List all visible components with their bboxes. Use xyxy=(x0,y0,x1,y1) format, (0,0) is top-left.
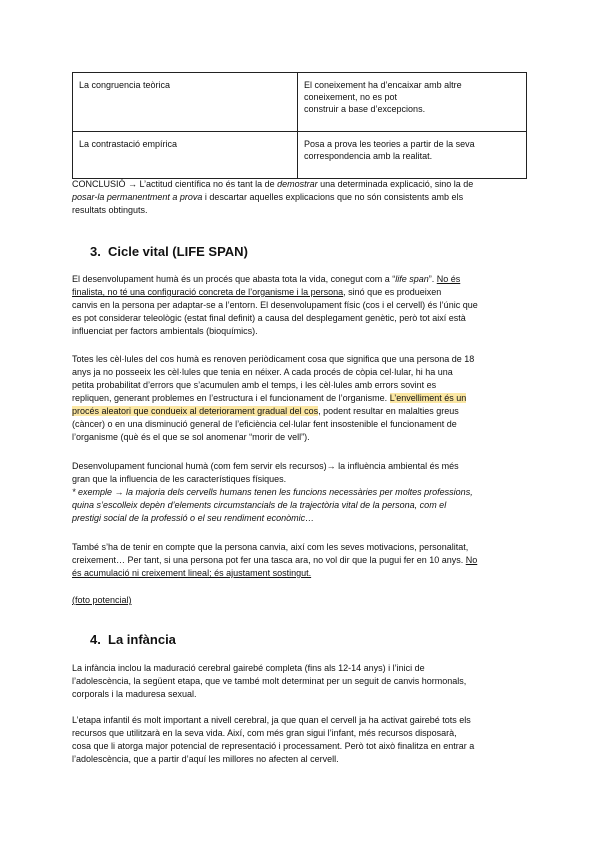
cell-text: La congruencia teòrica xyxy=(79,80,171,90)
text: canvis en la persona per adaptar-se a l’entorn. El desenvolupament físic (cos i el cervell) és l’únic que xyxy=(72,300,478,310)
text: l’adolescència, la següent etapa, que ve també molt determinat per un seguit de canvis hormonals, xyxy=(72,676,467,686)
text: influenciat per factors ambientals (bioquímics). xyxy=(72,326,258,336)
text: l’adolescència, que a partir d’aquí les millores no afecten al cervell. xyxy=(72,754,339,764)
section-number: 3. xyxy=(90,244,101,259)
conclusion-paragraph xyxy=(72,178,527,217)
text: Totes les cèl·lules del cos humà es renoven periòdicament cosa que significa que una persona de 18 xyxy=(72,354,475,364)
text: Desenvolupament funcional humà (com fem servir els recursos)→ la influència ambiental és més xyxy=(72,461,459,471)
photo-note xyxy=(72,594,527,607)
paragraph xyxy=(72,662,527,701)
criteria-table xyxy=(72,72,527,179)
text: repliquen, generant problemes en l’estructura i el funcionament de l’organisme. xyxy=(72,393,390,403)
text-highlighted: L’envelliment és un xyxy=(389,393,467,403)
text: es pot considerar teleològic (estat final definit) a causa del desplegament genètic, però tot així està xyxy=(72,313,466,323)
paragraph xyxy=(72,273,527,338)
text: cosa que li atorga major potencial de representació i processament. Però tot això finalitza en entrar a xyxy=(72,741,475,751)
table-cell-description xyxy=(298,132,527,179)
table-cell-term xyxy=(73,132,298,179)
text-emphasis: posar-la permanentment a prova xyxy=(72,192,203,202)
example-text: quina s’escolleix depèn d’elements circumstancials de la trajectòria vital de la persona, com el xyxy=(72,500,447,510)
text: gran que la influencia de les característiques físiques. xyxy=(72,474,287,484)
text: anys ja no posseeix les cèl·lules que tenia en néixer. A cada procés de còpia cel·lular, hi ha una xyxy=(72,367,453,377)
example-text: prestigi social de la professió o el seu rendiment econòmic… xyxy=(72,513,315,523)
text: La infància inclou la maduració cerebral gairebé completa (fins als 12-14 anys) i l’inici de xyxy=(72,663,425,673)
section-heading xyxy=(90,632,176,647)
text: resultats obtinguts. xyxy=(72,205,148,215)
example-text: * exemple → la majoria dels cervells humans tenen les funcions necessàries per moltes professions, xyxy=(72,487,473,497)
table-cell-description xyxy=(298,73,527,132)
text: l’organisme (què és el que se sol anomenar “morir de vell”). xyxy=(72,432,310,442)
section-title: La infància xyxy=(108,632,176,647)
paragraph xyxy=(72,353,527,444)
section-heading xyxy=(90,244,248,259)
text: L’etapa infantil és molt important a nivell cerebral, ja que quan el cervell ja ha activat gairebé tots els xyxy=(72,715,471,725)
text: , podent resultar en malalties greus xyxy=(318,406,459,416)
text: corporals i la maduresa sexual. xyxy=(72,689,197,699)
section-title: Cicle vital (LIFE SPAN) xyxy=(108,244,248,259)
section-number: 4. xyxy=(90,632,101,647)
text-underlined: No xyxy=(465,555,478,565)
text-underlined: finalista, no té una configuració concreta de l’organisme i la persona xyxy=(72,287,344,297)
cell-text: Posa a prova les teories a partir de la seva xyxy=(304,139,475,149)
cell-text: El coneixement ha d’encaixar amb altre xyxy=(304,80,462,90)
text: El desenvolupament humà és un procés que abasta tota la vida, conegut com a “ xyxy=(72,274,396,284)
cell-text: construir a base d’excepcions. xyxy=(304,104,426,114)
text: i descartar aquelles explicacions que no són consistents amb els xyxy=(202,192,464,202)
text: , sinó que es produeixen xyxy=(343,287,442,297)
text: CONCLUSIÓ → L’actitud científica no és tant la de xyxy=(72,179,278,189)
text-underlined: No és xyxy=(436,274,461,284)
text: recursos que utilitzarà en la seva vida. Així, com més gran sigui l’infant, més recursos disposarà, xyxy=(72,728,457,738)
cell-text: coneixement, no es pot xyxy=(304,92,398,102)
text-emphasis: life span xyxy=(395,274,429,284)
paragraph xyxy=(72,460,527,525)
table-cell-term xyxy=(73,73,298,132)
text: ”. xyxy=(428,274,437,284)
paragraph xyxy=(72,714,527,766)
text-emphasis: demostrar xyxy=(277,179,318,189)
table-row xyxy=(73,132,527,179)
text: una determinada explicació, sino la de xyxy=(317,179,474,189)
cell-text: La contrastació empírica xyxy=(79,139,178,149)
text-underlined: (foto potencial) xyxy=(72,595,132,605)
table-row xyxy=(73,73,527,132)
text: També s’ha de tenir en compte que la persona canvia, així com les seves motivacions, personalitat, xyxy=(72,542,469,552)
text: (càncer) o en una disminució general de l’eficiència cel·lular fent insostenible el funcionament de xyxy=(72,419,457,429)
cell-text: correspondencia amb la realitat. xyxy=(304,151,433,161)
text: petita probabilitat d’errors que s’acumulen amb el temps, i les cèl·lules amb errors sovint es xyxy=(72,380,437,390)
text-underlined: és acumulació ni creixement lineal; és ajustament sostingut. xyxy=(72,568,312,578)
paragraph xyxy=(72,541,527,580)
text: creixement… Per tant, si una persona pot fer una tasca ara, no vol dir que la pugui fer en 10 anys. xyxy=(72,555,466,565)
text-highlighted: procés aleatori que condueix al deteriorament gradual del cos xyxy=(72,406,319,416)
